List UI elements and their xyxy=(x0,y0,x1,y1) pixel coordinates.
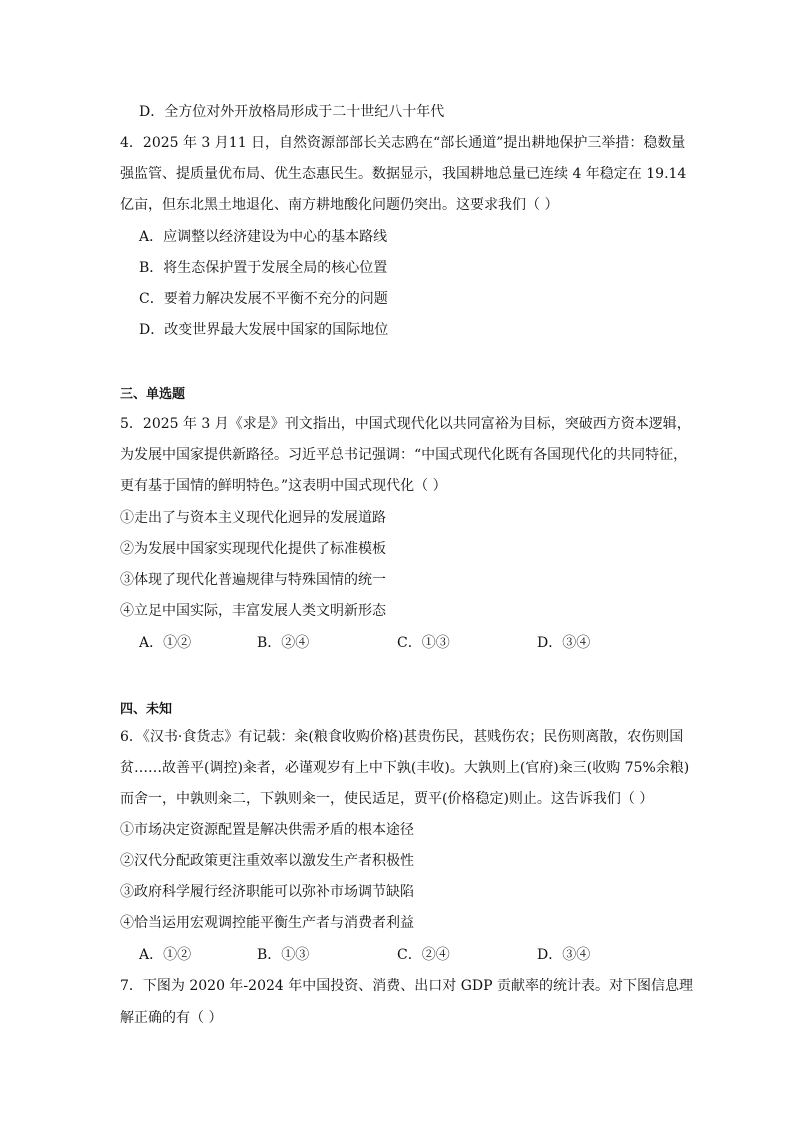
q5-item-2: ②为发展中国家实现现代化提供了标准模板 xyxy=(120,541,386,557)
q4-stem-line-3: 亿亩，但东北黑土地退化、南方耕地酸化问题仍突出。这要求我们（ ） xyxy=(120,197,559,213)
q4-option-c: C．要着力解决发展不平衡不充分的问题 xyxy=(139,291,388,307)
section-3-heading: 三、单选题 xyxy=(120,387,186,402)
q6-stem-line-1: 6．《汉书·食货志》有记载：籴(粮食收购价格)甚贵伤民，甚贱伤农；民伤则离散，农伤则国 xyxy=(120,729,684,745)
q5-item-3: ③体现了现代化普遍规律与特殊国情的统一 xyxy=(120,572,386,588)
q7-stem-line-2: 解正确的有（ ） xyxy=(120,1010,223,1026)
q6-choice-c: C．②④ xyxy=(397,947,450,963)
q6-choice-b: B．①③ xyxy=(257,947,310,963)
q6-item-4: ④恰当运用宏观调控能平衡生产者与消费者利益 xyxy=(120,915,414,931)
q5-item-4: ④立足中国实际，丰富发展人类文明新形态 xyxy=(120,603,386,619)
q6-choice-a: A．①② xyxy=(139,947,192,963)
q4-option-b: B．将生态保护置于发展全局的核心位置 xyxy=(139,260,388,276)
q5-stem-line-3: 更有基于国情的鲜明特色。”这表明中国式现代化（ ） xyxy=(120,478,447,494)
q6-stem-line-2: 贫……故善平(调控)籴者，必谨观岁有上中下孰(丰收)。大孰则上(官府)籴三(收购 75%余粮) xyxy=(120,760,690,776)
q5-choice-c: C．①③ xyxy=(397,635,450,651)
q4-option-d: D．改变世界最大发展中国家的国际地位 xyxy=(139,322,389,338)
q6-item-1: ①市场决定资源配置是解决供需矛盾的根本途径 xyxy=(120,822,414,838)
section-4-heading: 四、未知 xyxy=(120,702,173,717)
q4-stem-line-2: 强监管、提质量优布局、优生态惠民生。数据显示，我国耕地总量已连续 4 年稳定在 19.14 xyxy=(120,166,687,182)
q5-stem-line-1: 5．2025 年 3 月《求是》刊文指出，中国式现代化以共同富裕为目标，突破西方资本逻辑， xyxy=(120,416,691,432)
q6-stem-line-3: 而舍一，中孰则籴二，下孰则籴一，使民适足，贾平(价格稳定)则止。这告诉我们（ ） xyxy=(120,791,654,807)
q7-stem-line-1: 7．下图为 2020 年-2024 年中国投资、消费、出口对 GDP 贡献率的统计表。对下图信息理 xyxy=(120,978,693,994)
q6-item-2: ②汉代分配政策更注重效率以激发生产者积极性 xyxy=(120,853,414,869)
q5-stem-line-2: 为发展中国家提供新路径。习近平总书记强调：“中国式现代化既有各国现代化的共同特征， xyxy=(120,447,688,463)
q6-item-3: ③政府科学履行经济职能可以弥补市场调节缺陷 xyxy=(120,884,414,900)
q4-option-a: A．应调整以经济建设为中心的基本路线 xyxy=(139,229,388,245)
q5-choice-b: B．②④ xyxy=(257,635,310,651)
q5-choice-d: D．③④ xyxy=(537,635,591,651)
q4-stem-line-1: 4．2025 年 3 月11 日，自然资源部部长关志鸥在“部长通道”提出耕地保护三举措：稳数量 xyxy=(120,135,686,151)
q3-option-d: D．全方位对外开放格局形成于二十世纪八十年代 xyxy=(139,104,445,120)
q6-choice-d: D．③④ xyxy=(537,947,591,963)
q5-choice-a: A．①② xyxy=(139,635,192,651)
q5-item-1: ①走出了与资本主义现代化迥异的发展道路 xyxy=(120,510,386,526)
